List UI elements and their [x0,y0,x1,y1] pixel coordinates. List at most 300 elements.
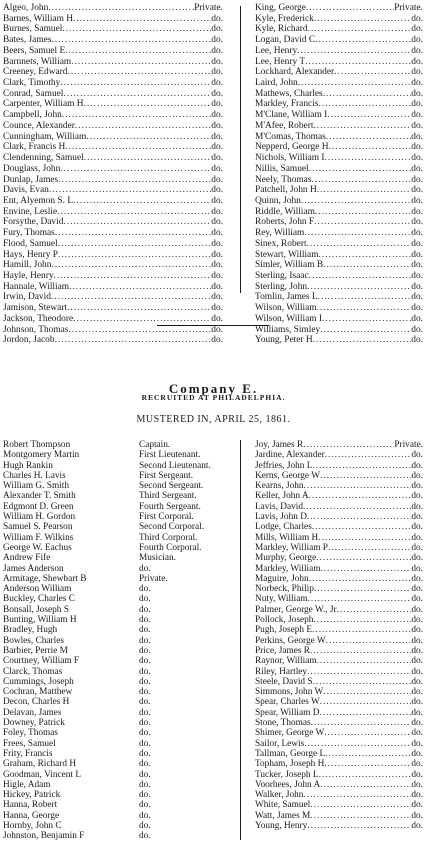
soldier-rank: do. [411,501,423,512]
leader-dots [325,749,411,759]
soldier-rank: do. [211,153,223,164]
leader-dots [320,471,411,481]
roster-entry [3,271,223,282]
leader-dots [337,605,412,615]
soldier-name: M'Comas, Thomas [255,131,326,142]
soldier-name: Kyle, Frederick [255,13,314,24]
roster-entry [255,636,423,646]
soldier-name: Hayle, Henry [3,270,54,281]
soldier-name: Davis, Evan [3,185,49,196]
soldier-rank: do. [411,56,423,67]
soldier-name: Carpenter, William H [3,99,84,110]
leader-dots [309,164,412,175]
soldier-rank: do. [411,185,423,196]
soldier-name: Cunningham, William [3,131,87,142]
roster-entry [3,564,229,574]
soldier-name: Markley, William [255,563,321,574]
roster-entry [255,185,423,196]
soldier-rank: do. [211,313,223,324]
leader-dots [312,625,411,635]
soldier-name: Downey, Patrick [3,718,65,729]
soldier-rank: do. [411,13,423,24]
leader-dots [310,646,411,656]
leader-dots [55,335,212,346]
soldier-name: Norbeck, Philip [255,584,314,595]
soldier-rank: do. [411,532,423,543]
roster-entry [3,450,229,460]
roster-entry [3,780,229,790]
soldier-name: Spear, Charles W [255,697,320,708]
soldier-rank: do. [139,645,151,656]
leader-dots [84,99,212,110]
leader-dots [304,481,412,491]
roster-entry [3,522,229,532]
leader-dots [63,89,211,100]
roster-entry [255,164,423,175]
soldier-rank: do. [411,645,423,656]
roster-entry [255,677,423,687]
roster-bottom-left-column [3,440,229,842]
roster-entry [255,667,423,677]
soldier-name: Maguire, John [255,573,309,584]
leader-dots [334,67,411,78]
leader-dots [51,292,211,303]
leader-dots [312,175,412,186]
soldier-rank: do. [411,174,423,185]
soldier-rank: do. [411,542,423,553]
soldier-rank: do. [411,270,423,281]
soldier-name: Envine, Leslie [3,206,58,217]
soldier-name: Cochran, Matthew [3,687,73,698]
soldier-rank: do. [139,697,151,708]
soldier-name: Young, Henry [255,820,308,831]
soldier-name: Clark, Francis H [3,142,66,153]
roster-entry [3,67,223,78]
leader-dots [73,196,211,207]
leader-dots [319,708,411,718]
roster-entry [255,325,423,336]
leader-dots [313,677,412,687]
roster-top-right-column [255,3,423,346]
soldier-name: Hanna, George [3,810,60,821]
leader-dots [67,303,211,314]
soldier-name: Watt, James M [255,810,311,821]
leader-dots [54,271,212,282]
soldier-name: Armitage, Shewbart B [3,573,87,584]
leader-dots [304,228,411,239]
soldier-rank: do. [411,292,423,303]
roster-entry [3,687,229,697]
roster-entry [3,89,223,100]
soldier-name: Ent, Alyemon S. L [3,195,74,206]
soldier-rank: Fourth Corporal. [139,542,202,553]
roster-entry [3,677,229,687]
leader-dots [301,196,411,207]
leader-dots [49,185,211,196]
roster-entry [3,697,229,707]
leader-dots [317,656,412,666]
roster-entry [3,325,223,336]
soldier-rank: do. [139,676,151,687]
leader-dots [71,57,211,68]
roster-entry [3,831,229,841]
leader-dots [63,217,211,228]
soldier-rank: do. [411,335,423,346]
leader-dots [55,228,211,239]
roster-entry [255,790,423,800]
leader-dots [310,800,411,810]
soldier-name: Robert Thompson [3,440,71,450]
roster-entry [3,239,223,250]
soldier-rank: do. [411,491,423,502]
soldier-name: Anderson William [3,584,72,595]
soldier-rank: do. [139,584,151,595]
soldier-rank: do. [411,687,423,698]
leader-dots [303,502,411,512]
leader-dots [305,57,411,68]
roster-entry [255,14,423,25]
leader-dots [307,282,411,293]
soldier-rank: do. [411,195,423,206]
soldier-rank: do. [411,153,423,164]
roster-entry [255,303,423,314]
column-divider [240,6,241,293]
soldier-name: Lee, Henry [255,45,298,56]
roster-entry [3,57,223,68]
soldier-rank: do. [411,35,423,46]
soldier-name: Clendenning, Samuel [3,153,84,164]
roster-entry [255,656,423,666]
soldier-name: William F. Wilkins [3,532,74,543]
roster-entry [255,697,423,707]
soldier-name: Topham, Joseph H [255,759,325,770]
soldier-rank: do. [211,35,223,46]
roster-entry [255,271,423,282]
soldier-rank: do. [139,635,151,646]
soldier-name: Sterling, John [255,281,308,292]
leader-dots [307,667,411,677]
soldier-rank: do. [411,810,423,821]
soldier-rank: do. [139,790,151,801]
leader-dots [303,790,411,800]
soldier-name: Logan, David C [255,35,316,46]
roster-entry [255,142,423,153]
leader-dots [297,46,411,57]
soldier-name: Jordon, Jacob [3,335,55,346]
soldier-rank: do. [139,728,151,739]
soldier-name: Barnes, William H [3,13,74,24]
soldier-rank: do. [139,810,151,821]
roster-entry [3,800,229,810]
roster-entry [255,314,423,325]
soldier-rank: do. [211,249,223,260]
leader-dots [65,142,211,153]
leader-dots [298,78,412,89]
leader-dots [73,14,211,25]
soldier-name: Joy, James R [255,440,304,450]
soldier-rank: do. [411,206,423,217]
roster-entry [255,605,423,615]
roster-entry [3,217,223,228]
leader-dots [314,584,412,594]
soldier-name: Johnson, Thomas [3,324,69,335]
leader-dots [323,687,411,697]
leader-dots [318,292,412,303]
roster-entry [3,24,223,35]
soldier-name: Sailor, Lewis [255,738,305,749]
soldier-rank: do. [139,604,151,615]
soldier-name: M'Afee, Robert [255,120,314,131]
leader-dots [326,636,412,646]
soldier-rank: do. [411,522,423,533]
soldier-rank: do. [411,99,423,110]
soldier-name: Perkins, George W [255,635,326,646]
soldier-name: Algeo, John [3,3,49,13]
soldier-name: Flood, Samuel [3,238,58,249]
soldier-rank: do. [411,573,423,584]
soldier-rank: do. [211,270,223,281]
soldier-name: Forsythe, David [3,217,64,228]
soldier-rank: do. [411,553,423,564]
soldier-name: Spear, William D [255,707,320,718]
soldier-name: Decon, Charles H [3,697,70,708]
soldier-name: Walker, John [255,790,304,801]
soldier-rank: Captain. [139,440,171,450]
soldier-name: William H. Gordon [3,512,76,523]
leader-dots [307,512,411,522]
soldier-rank: do. [411,769,423,780]
leader-dots [320,780,411,790]
roster-entry [3,594,229,604]
company-title: Company E. [168,380,259,396]
leader-dots [311,718,412,728]
roster-entry [3,749,229,759]
soldier-rank: do. [211,206,223,217]
soldier-name: Graham, Richard H [3,759,77,770]
leader-dots [307,239,412,250]
soldier-name: Bates, James [3,35,52,46]
soldier-name: M'Clane, William I [255,110,328,121]
soldier-rank: do. [139,759,151,770]
roster-entry [255,821,423,831]
roster-entry [255,533,423,543]
soldier-name: Patchell, John H [255,185,317,196]
muster-date: MUSTERED IN, APRIL 25, 1861. [136,414,291,425]
roster-entry [255,175,423,186]
roster-entry [255,811,423,821]
leader-dots [312,461,411,471]
soldier-name: Bonsall, Joseph S [3,604,69,615]
roster-entry [255,800,423,810]
leader-dots [67,67,211,78]
soldier-name: Tucker, Joseph L [255,769,319,780]
soldier-name: Dunlap, James [3,174,59,185]
roster-entry [3,132,223,143]
soldier-name: Irwin, David [3,292,51,303]
soldier-name: Riddle, William [255,206,315,217]
roster-entry [3,175,223,186]
soldier-rank: do. [211,56,223,67]
soldier-rank: do. [211,174,223,185]
roster-entry [255,292,423,303]
soldier-rank: do. [211,335,223,346]
roster-entry [255,543,423,553]
soldier-name: Beers, Samuel E [3,45,66,56]
soldier-name: Rey, William [255,228,305,239]
soldier-name: Mathews, Charles [255,88,323,99]
soldier-name: Barbier, Perrie M [3,645,68,656]
soldier-rank: do. [411,759,423,770]
soldier-name: Bowles, Charles [3,635,64,646]
leader-dots [314,14,411,25]
roster-entry [255,584,423,594]
soldier-rank: do. [139,831,151,842]
soldier-name: Lockhard, Alexander [255,67,335,78]
soldier-name: Lavis, John D [255,512,307,523]
soldier-name: Montgomery Martin [3,450,80,461]
roster-entry [3,121,223,132]
leader-dots [57,207,211,218]
soldier-rank: do. [411,131,423,142]
soldier-name: Foley, Thomas [3,728,59,739]
leader-dots [75,121,211,132]
roster-entry [3,491,229,501]
roster-entry [255,67,423,78]
soldier-rank: do. [411,110,423,121]
soldier-name: Markley, Francis [255,99,319,110]
soldier-name: Lavis, David [255,501,304,512]
soldier-rank: First Lieutenant. [139,450,201,461]
leader-dots [62,110,211,121]
soldier-rank: do. [211,292,223,303]
soldier-rank: do. [139,615,151,626]
soldier-name: Lee, Henry T [255,56,306,67]
leader-dots [327,110,411,121]
roster-entry [255,625,423,635]
soldier-name: Nillis, Samuel [255,163,309,174]
roster-entry [255,594,423,604]
leader-dots [329,142,412,153]
roster-entry [3,99,223,110]
soldier-name: Hays, Henry P [3,249,58,260]
roster-entry [255,250,423,261]
roster-entry [3,260,223,271]
soldier-rank: do. [139,625,151,636]
soldier-name: Delavan, James [3,707,62,718]
roster-entry [255,728,423,738]
soldier-name: Jackson, Theodore [3,313,74,324]
roster-entry [255,574,423,584]
leader-dots [320,697,412,707]
soldier-name: Burnes, Samuel [3,24,63,35]
roster-entry [255,502,423,512]
leader-dots [306,3,394,14]
soldier-name: Sterling, Isaac [255,270,309,281]
leader-dots [313,121,411,132]
leader-dots [60,164,211,175]
soldier-name: Alexander T. Smith [3,491,76,502]
soldier-rank: do. [411,450,423,461]
soldier-name: Mills, William H [255,532,319,543]
roster-entry [3,314,223,325]
soldier-rank: do. [411,800,423,811]
roster-entry [255,440,423,450]
leader-dots [320,564,411,574]
soldier-rank: Second Lieutenant. [139,460,211,471]
soldier-rank: do. [211,303,223,314]
leader-dots [308,594,412,604]
soldier-rank: do. [139,707,151,718]
roster-entry [255,461,423,471]
soldier-rank: do. [411,78,423,89]
roster-entry [3,728,229,738]
roster-entry [255,646,423,656]
soldier-rank: do. [411,460,423,471]
soldier-rank: do. [139,769,151,780]
leader-dots [318,99,411,110]
leader-dots [309,574,412,584]
soldier-rank: Private. [394,3,423,13]
roster-entry [3,770,229,780]
leader-dots [84,153,212,164]
soldier-rank: do. [411,238,423,249]
soldier-rank: do. [139,563,151,574]
leader-dots [324,759,411,769]
leader-dots [313,335,412,346]
soldier-rank: do. [411,481,423,492]
soldier-rank: do. [211,88,223,99]
roster-entry [255,481,423,491]
soldier-name: Hugh Rankin [3,460,53,471]
soldier-rank: First Sergeant. [139,470,194,481]
soldier-name: Bunting, William H [3,615,77,626]
leader-dots [310,811,411,821]
soldier-rank: Fourth Sergeant. [139,501,201,512]
soldier-name: Simmons, John W [255,687,324,698]
leader-dots [307,821,411,831]
soldier-rank: do. [211,110,223,121]
soldier-rank: do. [411,512,423,523]
roster-entry [3,584,229,594]
roster-entry [3,605,229,615]
soldier-rank: do. [411,88,423,99]
roster-entry [3,625,229,635]
roster-entry [3,228,223,239]
roster-entry [3,615,229,625]
soldier-name: Buckley, Charles C [3,594,75,605]
soldier-rank: do. [411,313,423,324]
soldier-rank: Private. [394,440,423,450]
soldier-name: Higle, Adam [3,779,51,790]
soldier-rank: do. [211,120,223,131]
roster-entry [3,759,229,769]
soldier-name: Markley, William P [255,542,328,553]
soldier-rank: do. [211,217,223,228]
soldier-name: Jardine, Alexander [255,450,325,461]
soldier-rank: Private. [194,3,223,13]
roster-entry [3,718,229,728]
roster-entry [3,46,223,57]
soldier-name: Raynor, William [255,656,317,667]
leader-dots [65,46,211,57]
soldier-rank: do. [411,790,423,801]
soldier-rank: do. [411,249,423,260]
roster-entry [255,239,423,250]
leader-dots [308,24,412,35]
roster-entry [255,615,423,625]
soldier-rank: do. [411,163,423,174]
leader-dots [312,522,412,532]
